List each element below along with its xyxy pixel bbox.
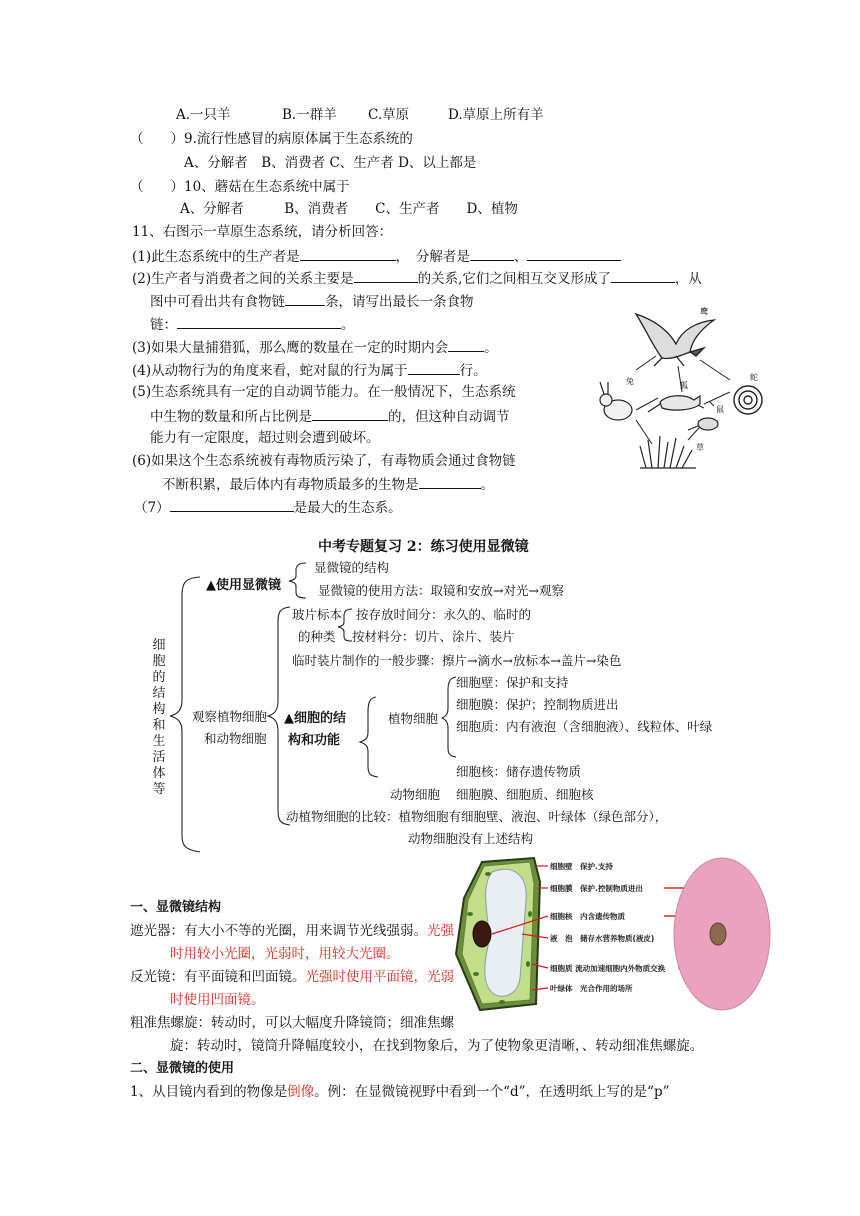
diaphragm-line: 遮光器：有大小不等的光圈，用来调节光线强弱。光强 [130,923,454,939]
animal-nucleus [710,923,726,945]
diagram-label-wall: 细胞壁 保护.支持 [550,862,613,871]
q11-part2: (2)生产者与消费者之间的关系主要是 的关系,它们之间相互交叉形成了 ，从 [132,268,702,288]
node-animal-cell: 动物细胞 [390,787,441,802]
q9-options: A、分解者 B、消费者 C、生产者 D、以上都是 [184,155,477,171]
answer-blank[interactable] [312,406,388,421]
answer-blank[interactable] [177,314,341,329]
label-mouse: 鼠 [716,405,724,414]
cell-diagram [452,854,772,1014]
concept-root: 细胞的结构和生活体等 [152,638,166,797]
node-cell-membrane: 细胞膜：保护；控制物质进出 [456,697,619,712]
food-web-illustration [596,300,782,472]
rabbit-drawing [600,382,632,420]
plant-nucleus [473,921,491,947]
q8-option-b: B.一群羊 [282,107,337,123]
diagram-label-cytoplasm: 细胞质 流动加速细胞内外物质交换 [550,964,666,973]
question-stem: 10、蘑菇在生态系统中属于 [184,179,350,195]
q11-stem: 11、右图示一草原生态系统，请分析回答： [132,224,393,240]
mirror-line-2: 时使用凹面镜。 [170,992,265,1008]
fox-drawing [648,396,700,412]
q11-part5-line3: 能力有一定限度，超过则会遭到破坏。 [150,430,380,446]
label-grass: 草 [696,443,704,452]
label-eagle: 鹰 [700,307,708,316]
answer-blank[interactable] [408,360,460,375]
mouse-drawing [688,418,718,430]
node-cell-structure: ▲细胞的结 [284,711,346,726]
section-title: 中考专题复习 2：练习使用显微镜 [318,539,529,555]
answer-paren: （ ） [130,179,184,195]
node-structure: 显微镜的结构 [314,560,390,575]
answer-blank[interactable] [419,474,481,489]
node-compare: 动植物细胞的比较：植物细胞有细胞壁、液泡、叶绿体（绿色部分）， [286,809,668,824]
node-cell-wall: 细胞壁：保护和支持 [456,675,569,690]
node-by-material: 按材料分：切片、涂片、装片 [352,629,515,644]
q8-option-d: D.草原上所有羊 [448,107,544,123]
answer-blank[interactable] [470,246,514,261]
q11-part7: （7） 是最大的生态系。 [134,497,402,517]
part1-title: 一、显微镜结构 [130,900,222,915]
q11-part6: (6)如果这个生态系统被有毒物质污染了，有毒物质会通过食物链 [132,453,516,469]
question-stem: 9.流行性感冒的病原体属于生态系统的 [184,131,413,147]
node-cell-structure-2: 构和功能 [288,733,341,748]
snake-drawing [734,386,762,414]
diaphragm-line-2: 时用较小光圈，光弱时，用较大光圈。 [170,946,400,962]
q11-part4: (4)从动物行为的角度来看，蛇对鼠的行为属于 行。 [132,360,487,380]
node-animal-parts: 细胞膜、细胞质、细胞核 [456,787,594,802]
diagram-label-vacuole: 液 泡 储存水营养物质(液皮) [550,934,655,943]
q8-option-c: C.草原 [368,107,410,123]
coarse-line: 粗准焦螺旋：转动时，可以大幅度升降镜筒；细准焦螺 [130,1015,454,1031]
answer-blank[interactable] [527,246,621,261]
eagle-drawing [636,314,714,366]
node-slide-types-2: 的种类 [298,629,336,644]
node-method: 显微镜的使用方法：取镜和安放→对光→观察 [318,583,564,598]
answer-blank[interactable] [285,291,325,306]
node-by-time: 按存放时间分：永久的、临时的 [356,607,532,622]
node-plant-cell: 植物细胞 [388,711,439,726]
q8-option-a: A.一只羊 [176,107,231,123]
q11-part5-line2: 中生物的数量和所占比例是 的，但这种自动调节 [150,406,510,426]
label-rabbit: 兔 [626,377,634,386]
answer-blank[interactable] [354,268,418,283]
answer-blank[interactable] [300,246,396,261]
node-nucleus: 细胞核：储存遗传物质 [456,764,582,779]
fine-line: 旋：转动时，镜筒升降幅度较小，在找到物象后，为了使物象更清晰，、转动细准焦螺旋。 [170,1038,704,1054]
q9-line [130,130,413,148]
node-use-microscope: ▲使用显微镜 [206,578,281,593]
q11-part6-line2: 不断积累，最后体内有毒物质最多的生物是 。 [162,474,494,494]
q11-part2-line2: 图中可看出共有食物链 条，请写出最长一条食物 [150,291,474,311]
part2-title: 二、显微镜的使用 [130,1061,235,1076]
node-observe: 观察植物细胞 [192,709,268,724]
diagram-label-nucleus: 细胞核 内含遗传物质 [550,912,625,921]
answer-blank[interactable] [448,337,484,352]
node-steps: 临时装片制作的一般步骤：擦片→滴水→放标本→盖片→染色 [292,653,622,668]
q11-part1: (1)此生态系统中的生产者是 ， 分解者是 、 [132,246,621,266]
q11-part5: (5)生态系统具有一定的自动调节能力。在一般情况下，生态系统 [132,384,516,400]
node-observe-2: 和动物细胞 [204,731,267,746]
label-fox: 狐 [680,381,688,390]
q10-options: A、分解者 B、消费者 C、生产者 D、植物 [180,201,518,217]
q11-part2-line3: 链： 。 [150,314,355,334]
node-cytoplasm: 细胞质：内有液泡（含细胞液）、线粒体、叶绿 [456,719,713,734]
diagram-label-chloroplast: 叶绿体 光合作用的场所 [550,984,633,993]
answer-blank[interactable] [611,268,675,283]
label-snake: 蛇 [750,373,758,382]
answer-blank[interactable] [170,497,294,512]
diagram-label-membrane: 细胞膜 保护.控制物质进出 [550,884,643,893]
node-compare-2: 动物细胞没有上述结构 [408,831,534,846]
part2-item1: 1、从目镜内看到的物像是倒像。例：在显微镜视野中看到一个“d”，在透明纸上写的是“p” [130,1084,670,1100]
grass-drawing [640,436,696,468]
node-slide-types: 玻片标本 [292,607,343,622]
answer-paren: （ ） [130,131,184,147]
mirror-line: 反光镜：有平面镜和凹面镜。光强时使用平面镜，光弱 [130,969,454,985]
q11-part3: (3)如果大量捕猎狐，那么鹰的数量在一定的时期内会 。 [132,337,498,357]
q10-line [130,178,350,196]
